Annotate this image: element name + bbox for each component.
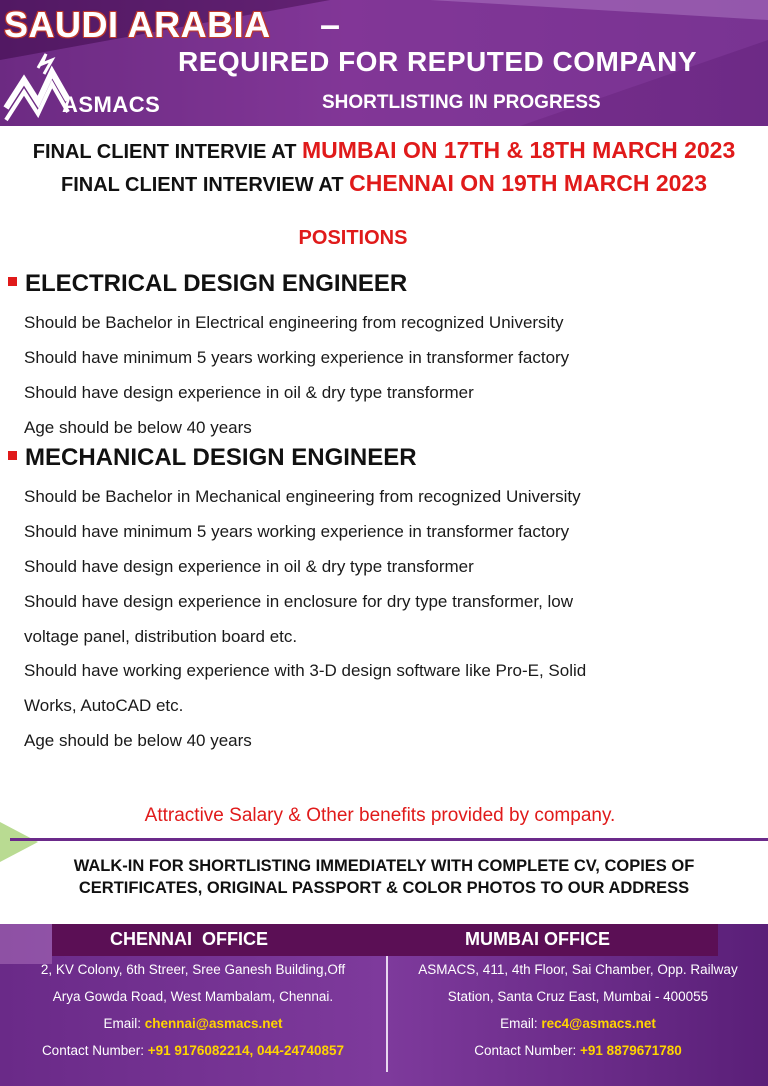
salary-note: Attractive Salary & Other benefits provided by company. [144,805,616,826]
job-title-electrical [8,270,407,298]
chennai-email [0,1016,386,1031]
mumbai-contact [388,1043,768,1058]
status-text: SHORTLISTING IN PROGRESS [322,92,601,113]
positions-heading: POSITIONS [298,227,408,249]
requirement-line: Should have minimum 5 years working experience in transformer factory [24,522,570,541]
requirement-line: Should have design experience in enclosure for dry type transformer, low [24,592,574,611]
country-title: SAUDI ARABIA [4,4,271,45]
footer-decoration [0,924,52,964]
footer-offices [0,924,768,1086]
requirement-line: Should have working experience with 3-D design software like Pro-E, Solid [24,661,587,680]
interview-mumbai [0,137,768,164]
interview-prefix: FINAL CLIENT INTERVIE AT [32,141,303,163]
bullet-icon [8,277,17,286]
chennai-contact-number[interactable]: +91 9176082214, 044-24740857 [147,1043,345,1058]
job-title-text: MECHANICAL DESIGN ENGINEER [25,444,417,471]
requirement-line: Should be Bachelor in Electrical engineering from recognized University [24,313,564,332]
requirement-line: Should be Bachelor in Mechanical engineering from recognized University [24,487,581,506]
chennai-address-line: Arya Gowda Road, West Mambalam, Chennai. [52,989,334,1004]
walkin-line: WALK-IN FOR SHORTLISTING IMMEDIATELY WITH COMPLETE CV, COPIES OF [73,857,695,875]
mumbai-address-line: ASMACS, 411, 4th Floor, Sai Chamber, Opp. Railway [418,962,738,977]
requirement-line: Should have minimum 5 years working experience in transformer factory [24,348,570,367]
interview-location: MUMBAI ON 17TH & 18TH MARCH 2023 [302,137,736,163]
contact-label: Contact Number: [474,1043,581,1058]
requirement-line: Works, AutoCAD etc. [24,696,184,715]
requirement-line: Age should be below 40 years [24,418,252,437]
requirement-line: voltage panel, distribution board etc. [24,627,298,646]
interview-prefix: FINAL CLIENT INTERVIEW AT [60,174,350,196]
interview-chennai [0,170,768,197]
mumbai-contact-number[interactable]: +91 8879671780 [580,1043,682,1058]
job-title-text: ELECTRICAL DESIGN ENGINEER [25,270,408,297]
walkin-line: CERTIFICATES, ORIGINAL PASSPORT & COLOR PHOTOS TO OUR ADDRESS [78,879,690,897]
subtitle: REQUIRED FOR REPUTED COMPANY [178,46,698,77]
mumbai-email [388,1016,768,1031]
chennai-address-line: 2, KV Colony, 6th Streer, Sree Ganesh Building,Off [40,962,346,977]
contact-label: Contact Number: [41,1043,148,1058]
divider [10,838,768,841]
email-label: Email: [103,1016,145,1031]
requirement-line: Should have design experience in oil & dry type transformer [24,557,474,576]
chennai-office-title: CHENNAI OFFICE [110,929,269,949]
header-banner [0,0,768,126]
mumbai-address-line: Station, Santa Cruz East, Mumbai - 400055 [447,989,709,1004]
title-dash: – [320,4,341,45]
job-title-mechanical [8,444,417,472]
chennai-contact [0,1043,386,1058]
logo-text: ASMACS [62,92,161,117]
mumbai-office-title: MUMBAI OFFICE [465,929,610,949]
decorative-triangle [0,822,38,862]
mumbai-email-link[interactable]: rec4@asmacs.net [541,1016,656,1031]
requirement-line: Age should be below 40 years [24,731,252,750]
bullet-icon [8,451,17,460]
email-label: Email: [500,1016,542,1031]
requirement-line: Should have design experience in oil & dry type transformer [24,383,474,402]
chennai-email-link[interactable]: chennai@asmacs.net [144,1016,283,1031]
interview-location: CHENNAI ON 19TH MARCH 2023 [349,170,707,196]
